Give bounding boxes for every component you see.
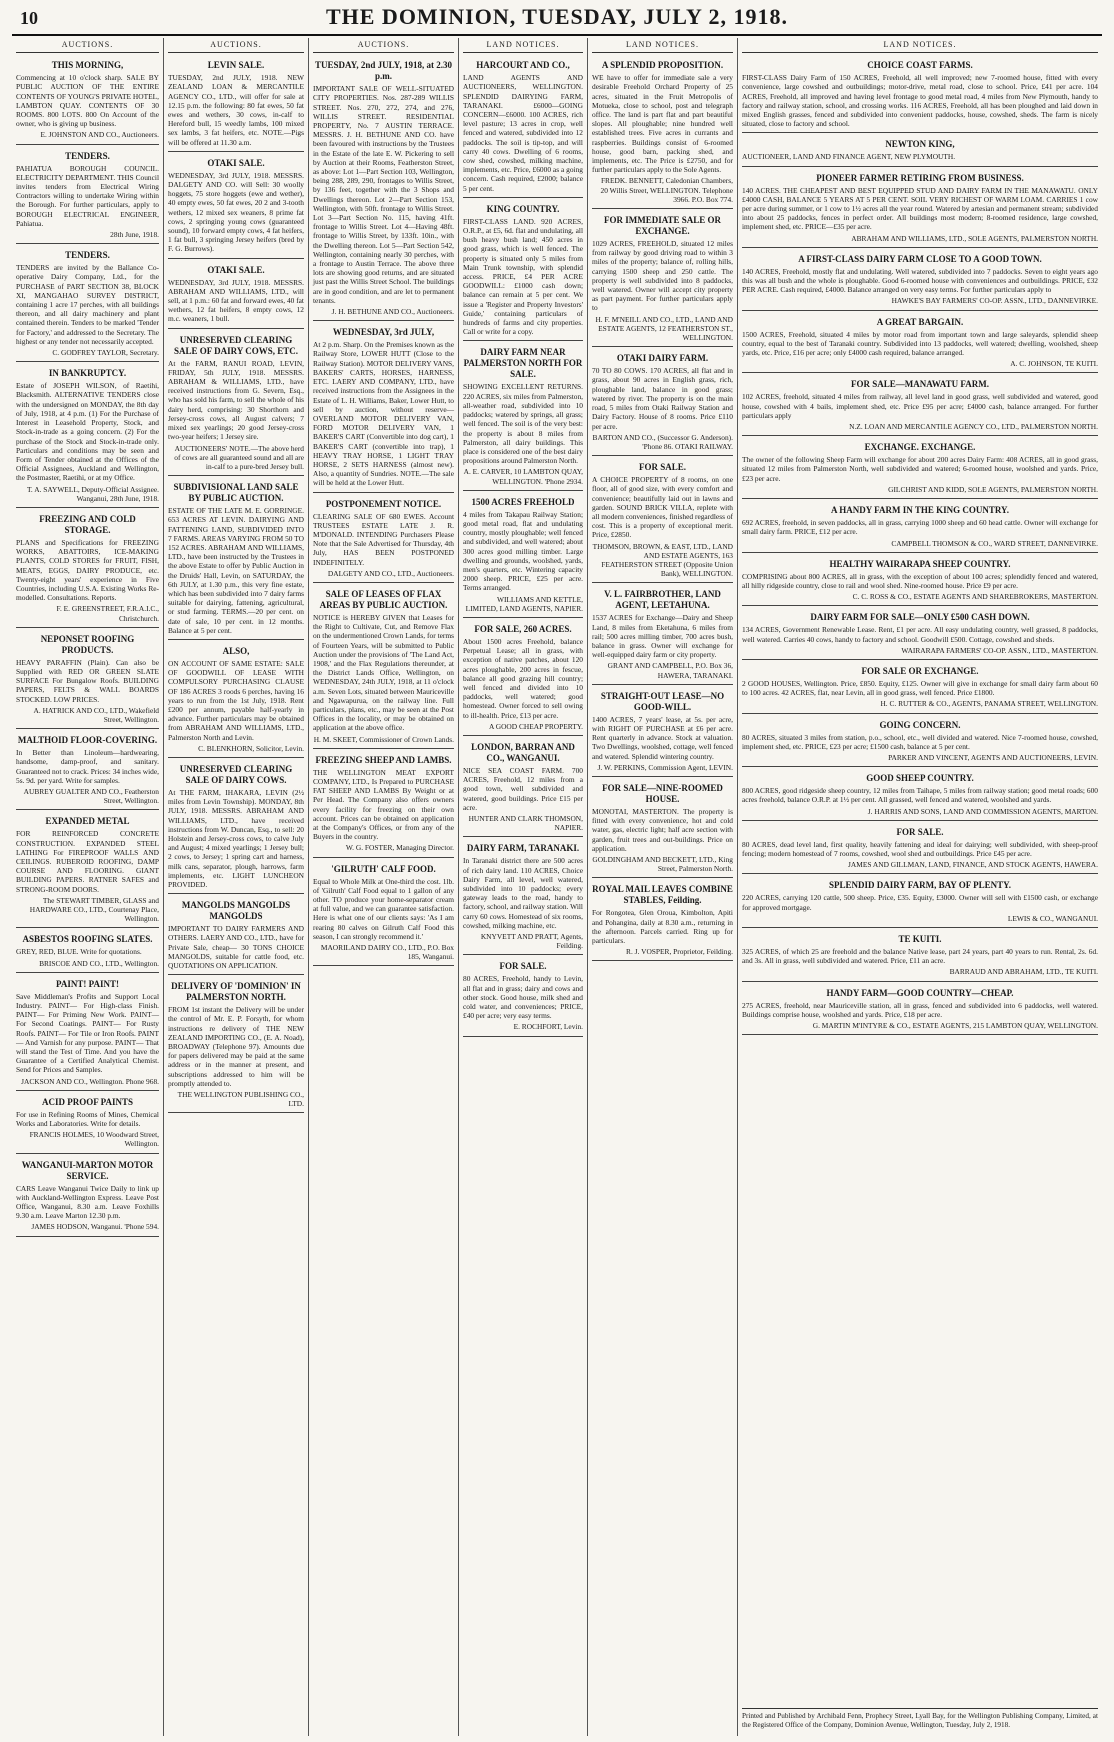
ad-body: TUESDAY, 2nd JULY, 1918. NEW ZEALAND LOAN & MERCANTILE AGENCY CO., LTD., will offer for sale at 12.15 p.m. the following: 80 fat ewes, 50 fat ewes and wethers, 30 cows, in-calf to Hereford bull, 15 weedly lambs, 100 mixed sex lambs, 3 fat heifers, etc. NOTE.—Pigs will be offered at 11.30 a.m. (168, 73, 304, 147)
advertisement (592, 880, 733, 961)
ad-body: At THE FARM, IHAKARA, LEVIN (2½ miles from Levin Township). MONDAY, 8th JULY, 1918. MESSRS. ABRAHAM AND WILLIAMS, LTD., have received instructions from W. Duncan, Esq., to sell: 20 Holstein and Jersey-cross cows, to calve July and August; 4 mixed yearlings; 1 Jersey bull; 2 cows, to Jersey; 1 spring cart and harness, milk cans, separator, plough, harrows, farm implements, etc. LIGHT LUNCHEON PROVIDED. (168, 787, 304, 890)
ad-body: TENDERS are invited by the Ballance Co-operative Dairy Company, Ltd., for the PURCHASE of PART SECTION 38, BLOCK XI, MANGAHAO SURVEY DISTRICT, containing 1 acre 17 perches, with all buildings thereon, and all dairy machinery and plant contained therein. Tenders to be marked 'Tender for Factory,' and addressed to the Secretary. The highest or any tender not necessarily accepted. (16, 263, 159, 346)
ad-title: FREEZING AND COLD STORAGE. (39, 513, 136, 535)
ad-signature: LEWIS & CO., WANGANUI. (1007, 913, 1098, 923)
ad-body: 102 ACRES, freehold, situated 4 miles from railway, all level land in good grass, well subdivided and watered, good house, cowshed with 4 bails, implement shed, etc. Price £95 per acre; £4000 cash, balance arranged. For further particulars apply (742, 392, 1098, 420)
advertisement (463, 738, 583, 837)
ad-body: NOTICE is HEREBY GIVEN that Leases for the Right to Cultivate, Cut, and Remove Flax on the undermentioned Crown Lands, for terms of Fourteen Years, will be submitted to Public Auction under the provisions of 'The Land Act, 1908,' and the Flax Regulations thereunder, at the District Lands Office, Wellington, on WEDNESDAY, 24th JULY, 1918, at 11 o'clock a.m. Seven Lots, situated between Mauriceville and Ngawapurua, on the railway line. Full particulars, plans, etc., may be seen at the Post Offices in the locality, or may be obtained on application at the above office. (313, 612, 454, 733)
ad-signature: JAMES HODSON, Wanganui. 'Phone 594. (31, 1222, 159, 1232)
ad-signature: F. E. GREENSTREET, F.R.A.I.C., Christchurch. (56, 604, 159, 623)
ad-body: 70 TO 80 COWS. 170 ACRES, all flat and in grass, about 90 acres in English grass, rich, ploughable land, balance in good grass; watered by river. The property is on the main road, 5 miles from Otaki Railway Station and Dairy Factory. House of 8 rooms. Price £110 per acre. (592, 366, 733, 431)
column-5 (588, 38, 738, 1736)
ad-title: POSTPONEMENT NOTICE. (325, 498, 442, 509)
ad-signature: E. ROCHFORT, Levin. (513, 1022, 583, 1032)
advertisement (742, 716, 1098, 768)
ad-title: ACID PROOF PAINTS (41, 1096, 133, 1107)
ad-title: ASBESTOS ROOFING SLATES. (22, 934, 153, 945)
ad-title: ALSO, (222, 645, 250, 656)
ad-body: 140 ACRES. THE CHEAPEST AND BEST EQUIPPED STUD AND DAIRY FARM IN THE MANAWATU. ONLY £4000 CASH, BALANCE 5 YEARS AT 5 PER CENT. SOIL VERY RICHEST OF WARM LOAM. CARRIES 1 cow per acre during summer, or 1 cow to 1½ acres all the year round. Watered by artesian and permanent stream; subdivided into about 25 paddocks, fences in perfect order. All buildings most modern; 8-roomed residence, large cowshed, implement shed, etc. PRICE—£35 per acre. (742, 185, 1098, 232)
ad-signature: THOMSON, BROWN, & EAST, LTD., LAND AND ESTATE AGENTS, 163 FEATHERSTON STREET (Opposite Union Bank), WELLINGTON. (592, 541, 733, 579)
ad-title: PIONEER FARMER RETIRING FROM BUSINESS. (816, 172, 1024, 183)
ad-signature: BARRAUD AND ABRAHAM, LTD., TE KUITI. (949, 967, 1098, 977)
ad-title: A HANDY FARM IN THE KING COUNTRY. (831, 505, 1009, 516)
ad-signature: G. MARTIN M'INTYRE & CO., ESTATE AGENTS, 215 LAMBTON QUAY, WELLINGTON. (812, 1020, 1098, 1030)
advertisement (463, 200, 583, 342)
ad-body: HEAVY PARAFFIN (Plain). Can also be Supplied with RED OR GREEN SLATE SURFACE For Bungalow Roofs. BUILDING PAPERS, FELTS & WALL BOARDS STOCKED. LOW PRICES. (16, 657, 159, 704)
ad-signature: C. GODFREY TAYLOR, Secretary. (52, 348, 159, 358)
advertisement (16, 930, 159, 972)
ad-body: COMPRISING about 800 ACRES, all in grass, with the exception of about 100 acres; splendidly fenced and watered, all hilly ridgeside country, close to rail and wool shed. Nine-roomed house. Price £9 per acre. (742, 571, 1098, 590)
advertisement (16, 56, 159, 144)
column-4 (459, 38, 588, 1736)
advertisement (742, 662, 1098, 714)
ad-title: GOING CONCERN. (879, 719, 961, 730)
advertisement (742, 984, 1098, 1036)
ad-title: NEPONSET ROOFING PRODUCTS. (40, 633, 135, 655)
column-header: LAND NOTICES. (592, 38, 733, 53)
ad-signature: T. A. SAYWELL, Deputy-Official Assignee. Wanganui, 28th June, 1918. (26, 484, 159, 503)
advertisement (463, 957, 583, 1036)
masthead (12, 4, 1102, 36)
ad-body: At the FARM, RANUI ROAD, LEVIN, FRIDAY, 5th JULY, 1918. MESSRS. ABRAHAM & WILLIAMS, LTD., have received instructions from G. Severn, Esq., who has sold his farm, to sell the whole of his dairy herd, comprising: 30 Shorthorn and Jersey-cross cows, all August calvers; 7 mixed sex yearlings; 20 good Jersey-cross two-year heifers; 1 Jersey sire. (168, 358, 304, 442)
ad-signature: AUCTIONEERS' NOTE.—The above herd of cows are all guaranteed sound and all are in-calf to a pure-bred Jersey bull. (174, 443, 304, 471)
advertisement (16, 510, 159, 628)
ad-title: ROYAL MAIL LEAVES COMBINE STABLES, Feilding. (592, 884, 733, 906)
ad-body: PAHIATUA BOROUGH COUNCIL. ELECTRICITY DEPARTMENT. THIS Council invites tenders from Electrical Wiring Contractors willing to undertake Wiring within the Borough. For further particulars, apply to BOROUGH ELECTRICAL ENGINEER, Pahiatua. (16, 163, 159, 228)
ad-signature: J. W. PERKINS, Commission Agent, LEVIN. (597, 762, 733, 772)
advertisement (313, 585, 454, 749)
ad-title: A FIRST-CLASS DAIRY FARM CLOSE TO A GOOD TOWN. (798, 253, 1042, 264)
ad-title: WANGANUI-MARTON MOTOR SERVICE. (21, 1159, 154, 1181)
ad-title: FOR SALE. (638, 462, 686, 473)
ad-body: For use in Refining Rooms of Mines, Chemical Works and Laboratories. Write for details. (16, 1109, 159, 1129)
ad-signature: DALGETY AND CO., LTD., Auctioneers. (327, 568, 454, 578)
advertisement (16, 147, 159, 245)
advertisement (592, 779, 733, 878)
ad-body: 325 ACRES, of which 25 are freehold and the balance Native lease, part 24 years, part 40 years to run. Rental, 2s. 6d. and 3s. All in grass, well subdivided and watered. Price, £11 an acre. (742, 946, 1098, 966)
column-header: LAND NOTICES. (463, 38, 583, 53)
ad-signature: HAWKE'S BAY FARMERS' CO-OP. ASSN., LTD., DANNEVIRKE. (891, 296, 1098, 306)
ad-title: TE KUITI. (898, 933, 942, 944)
ad-signature: PARKER AND VINCENT, AGENTS AND AUCTIONEERS, LEVIN. (888, 752, 1098, 762)
ad-body: The owner of the following Sheep Farm will exchange for about 200 acres Dairy Farm: 408 ACRES, all in good grass, situated 12 miles from Palmerston North, well subdivided and watered; 6-roomed house, woolshed and yards. Price, £23 per acre. (742, 455, 1098, 483)
ad-signature: H. C. RUTTER & CO., AGENTS, PANAMA STREET, WELLINGTON. (880, 699, 1098, 709)
advertisement (168, 261, 304, 329)
ad-title: FOR SALE, 260 ACRES. (474, 623, 572, 634)
ad-title: 'GILRUTH' CALF FOOD. (331, 863, 436, 874)
ad-body: 1500 ACRES, Freehold, situated 4 miles by motor road from important town and large saleyards, splendid sheep country, equal to the best of Taranaki country. Subdivided into 13 paddocks, well watered; dwelling, woolshed, sheep yards, etc. Price, £16 per acre; only £4000 cash required, balance arranged. (742, 329, 1098, 358)
ad-signature: J. H. BETHUNE AND CO., Auctioneers. (331, 307, 454, 317)
ad-body: In Better than Linoleum—hardwearing, handsome, damp-proof, and sanitary. Guaranteed not to crack. Prices: 34 inches wide, 5s. 9d. per yard. Write for samples. (16, 748, 159, 785)
ad-title: LONDON, BARRAN AND CO., WANGANUI. (471, 741, 575, 763)
advertisement (16, 246, 159, 362)
advertisement (742, 135, 1098, 166)
advertisement (168, 896, 304, 975)
ad-body: AUCTIONEER, LAND AND FINANCE AGENT, NEW PLYMOUTH. (742, 152, 956, 162)
ad-title: MANGOLDS MANGOLDS MANGOLDS (181, 900, 291, 922)
advertisement (16, 1093, 159, 1154)
advertisement (742, 555, 1098, 607)
page-number: 10 (20, 8, 38, 28)
ad-title: GOOD SHEEP COUNTRY. (866, 773, 974, 784)
column-header: AUCTIONS. (16, 38, 159, 53)
ad-signature: BARTON AND CO., (Successor G. Anderson). 'Phone 86. OTAKI RAILWAY. (592, 432, 733, 451)
column-6 (738, 38, 1102, 1736)
advertisement (168, 977, 304, 1113)
ad-title: FOR SALE OR EXCHANGE. (861, 665, 979, 676)
ad-signature: JAMES AND GILLMAN, LAND, FINANCE, AND STOCK AGENTS, HAWERA. (848, 860, 1098, 870)
ad-body: 140 ACRES, Freehold, mostly flat and undulating. Well watered, subdivided into 7 paddocks. Seven to eight years ago this was all bush and the whole is ploughable. Good 6-roomed house with conveniences and outbuildings. PRICE, £32 PER ACRE. Cash required, £4000. Balance arranged on very easy terms. For further particulars apply to (742, 266, 1098, 295)
newspaper-title: THE DOMINION, TUESDAY, JULY 2, 1918. (325, 4, 789, 29)
ad-title: FOR SALE—NINE-ROOMED HOUSE. (602, 782, 723, 804)
advertisement (742, 823, 1098, 875)
advertisement (592, 458, 733, 583)
ad-title: FOR SALE—MANAWATU FARM. (851, 379, 989, 390)
ad-body: FOR REINFORCED CONCRETE CONSTRUCTION. EXPANDED STEEL LATHING For FIREPROOF WALLS AND CEILINGS. RUBEROID ROOFING, DAMP COURSE AND FLOORING. GIANT BUILDING PAPERS. RATNER SAFES and STRONG-ROOM DOORS. (16, 829, 159, 894)
ad-title: HANDY FARM—GOOD COUNTRY—CHEAP. (826, 987, 1014, 998)
ad-title: TUESDAY, 2nd JULY, 1918, at 2.30 p.m. (315, 60, 452, 82)
advertisement (463, 493, 583, 618)
ad-title: LEVIN SALE. (207, 60, 265, 71)
ad-body: 2 GOOD HOUSES, Wellington. Price, £850. Equity, £125. Owner will give in exchange for small dairy farm about 60 to 100 acres. 42 ACRES, flat, near Levin, all in good grass, well fenced. Price £1800. (742, 678, 1098, 698)
ad-title: EXPANDED METAL (45, 816, 130, 827)
advertisement (592, 585, 733, 684)
ad-body: Equal to Whole Milk at One-third the cost. 1lb. of 'Gilruth' Calf Food equal to 1 gallon of any other. TO produce your home-separator cream at full value, and we can guarantee satisfaction. Here is what one of our clients says: 'As I am rearing 80 calves on Gilruth Calf Food this season, I can strongly recommend it.' (313, 876, 454, 941)
ad-signature: CAMPBELL THOMSON & CO., WARD STREET, DANNEVIRKE. (891, 538, 1098, 548)
advertisement (742, 250, 1098, 311)
ad-signature: 28th June, 1918. (110, 230, 159, 240)
ad-title: FOR IMMEDIATE SALE OR EXCHANGE. (603, 215, 722, 237)
column-header: AUCTIONS. (168, 38, 304, 53)
ad-title: DELIVERY OF 'DOMINION' IN PALMERSTON NORTH. (171, 981, 301, 1003)
ad-signature: C. C. ROSS & CO., ESTATE AGENTS AND SHAREBROKERS, MASTERTON. (852, 592, 1098, 602)
ad-body: 80 ACRES, dead level land, first quality, heavily fattening and ideal for dairying; well subdivided, with sheep-proof fencing; modern homestead of 7 rooms, cowshed, wool shed and outbuildings. Price £45 per acre. (742, 839, 1098, 858)
advertisement (16, 812, 159, 928)
column-2 (164, 38, 309, 1736)
advertisement (742, 876, 1098, 928)
ad-signature: W. G. FOSTER, Managing Director. (345, 843, 454, 853)
advertisement (168, 331, 304, 476)
ad-title: FOR SALE. (499, 961, 547, 972)
column-header: AUCTIONS. (313, 38, 454, 53)
ad-body: 134 ACRES, Government Renewable Lease. Rent, £1 per acre. All easy undulating country, well grassed, 8 paddocks, well watered. Carries 40 cows, handy to factory and school. Goodwill £500. Cottage, cowshed and sheds. (742, 625, 1098, 644)
ad-signature: A. C. JOHNSON, TE KUITI. (1010, 359, 1098, 369)
ad-body: SHOWING EXCELLENT RETURNS. 220 ACRES, six miles from Palmerston, all-weather road, subdivided into 10 paddocks; watered by springs, all grass; well fenced. The soil is of the very best: the property is about 8 miles from Palmerston, all dairy buildings. This place is considered one of the best dairy propositions around Palmerston North. (463, 382, 583, 466)
ad-body: FROM 1st instant the Delivery will be under the control of Mr. E. P. Forsyth, for whom instructions re delivery of THE NEW ZEALAND IMPORTING CO., (E. A. Noad), BROADWAY (Telephone 97). Amounts due for papers delivered may be paid at the same address or in the manner at present, and subscriptions addressed to him will be promptly attended to. (168, 1005, 304, 1088)
ad-title: WEDNESDAY, 3rd JULY, (332, 327, 435, 338)
ad-signature: H. F. M'NEILL AND CO., LTD., LAND AND ESTATE AGENTS, 12 FEATHERSTON ST., WELLINGTON. (595, 314, 733, 343)
ad-body: CLEARING SALE OF 680 EWES. Account TRUSTEES ESTATE LATE J. R. M'DONALD. INTENDING Purchasers Please Note that the Sale Advertised for Thursday, 4th July, HAS BEEN POSTPONED INDEFINITELY. (313, 511, 454, 567)
ad-title: DAIRY FARM FOR SALE—ONLY £500 CASH DOWN. (810, 612, 1030, 623)
ad-title: CHOICE COAST FARMS. (867, 60, 973, 71)
column-header: LAND NOTICES. (742, 38, 1098, 53)
advertisement (463, 343, 583, 490)
ad-body: ESTATE OF THE LATE M. E. GORRINGE. 653 ACRES AT LEVIN. DAIRYING AND FATTENING LAND, SUBDIVIDED INTO 7 FARMS. AREAS VARYING FROM 50 TO 152 ACRES. ABRAHAM AND WILLIAMS, LTD., have been instructed by the Trustees in the above Estate to offer by Public Auction in the Druids' Hall, Levin, on SATURDAY, the 6th JULY, at 1.30 p.m., this very fine estate, which has been subdivided into 7 dairy farms suitable for dairying, fattening, agricultural, or stud farming. TERMS.—20 per cent. on date of sale, 10 per cent. in 12 months. Balance at 5 per cent. (168, 506, 304, 635)
ad-signature: MAORILAND DAIRY CO., LTD., P.O. Box 185, Wanganui. (320, 943, 454, 962)
ad-title: UNRESERVED CLEARING SALE OF DAIRY COWS, ETC. (173, 334, 299, 356)
advertisement (742, 56, 1098, 133)
ad-signature: FREDK. BENNETT, Caledonian Chambers, 20 Willis Street, WELLINGTON. Telephone 3966. P.O. Box 774. (600, 176, 733, 204)
ad-body: NICE SEA COAST FARM. 700 ACRES, Freehold, 12 miles from a good town, well subdivided and watered, good buildings. Price £15 per acre. (463, 765, 583, 812)
ad-body: THE WELLINGTON MEAT EXPORT COMPANY, LTD., Is Prepared to PURCHASE FAT SHEEP AND LAMBS By Weight or at Per Head. The Company also offers owners every facility for freezing on their own account. Prices can be obtained on application at the Company's Offices, or from any of the Buyers in the country. (313, 767, 454, 842)
ad-title: DAIRY FARM NEAR PALMERSTON NORTH FOR SALE. (463, 347, 583, 380)
advertisement (742, 375, 1098, 436)
ad-title: A GREAT BARGAIN. (876, 316, 964, 327)
ad-signature: HUNTER AND CLARK THOMSON, NAPIER. (468, 814, 583, 833)
ad-title: DAIRY FARM, TARANAKI. (466, 843, 580, 854)
ad-title: SUBDIVISIONAL LAND SALE BY PUBLIC AUCTION. (173, 482, 299, 504)
ad-signature: The STEWART TIMBER, GLASS and HARDWARE CO., LTD., Courtenay Place, Wellington. (29, 895, 159, 924)
ad-title: SALE OF LEASES OF FLAX AREAS BY PUBLIC AUCTION. (319, 588, 448, 610)
ad-signature: WAIRARAPA FARMERS' CO-OP. ASSN., LTD., MASTERTON. (901, 645, 1098, 655)
advertisement (742, 169, 1098, 248)
ad-title: HARCOURT AND CO., (476, 60, 570, 71)
ad-signature: N.Z. LOAN AND MERCANTILE AGENCY CO., LTD., PALMERSTON NORTH. (849, 422, 1098, 432)
advertisement (742, 313, 1098, 374)
ad-body: Commencing at 10 o'clock sharp. SALE BY PUBLIC AUCTION OF THE ENTIRE CONTENTS OF YOUNG'S PRIVATE HOTEL, LAMBTON QUAY. CONTENTS OF 30 ROOMS. 800 LOTS. 800 On Account of the owner, who is giving up business. (16, 73, 159, 129)
advertisement (16, 630, 159, 729)
advertisement (463, 839, 583, 955)
ad-title: OTAKI SALE. (207, 264, 265, 275)
ad-body: FIRST-CLASS Dairy Farm of 150 ACRES, Freehold, all well improved; new 7-roomed house, fitted with every convenience, large cowshed and outbuildings; motor-drive, metal road, close to school. Price, £41 per acre. 104 ACRES, Freehold, all improved and having level frontage to good metal road, 4 miles from New Plymouth, handy to factory and railway station, school, and crossing works. 116 ACRES, Freehold, all has been ploughed and laid down in mixed English grasses, fenced and subdivided into convenient paddocks, house, cowshed, sheds. The farm is nicely situated, close to factory and school. (742, 73, 1098, 129)
ad-signature: GOLDINGHAM AND BECKETT, LTD., King Street, Palmerston North. (592, 855, 733, 874)
ad-title: IN BANKRUPTCY. (48, 368, 127, 379)
advertisement (313, 323, 454, 492)
advertisement (168, 154, 304, 259)
ad-signature: ABRAHAM AND WILLIAMS, LTD., SOLE AGENTS, PALMERSTON NORTH. (851, 233, 1098, 243)
ad-body: WEDNESDAY, 3rd JULY, 1918. MESSRS. ABRAHAM AND WILLIAMS, LTD., will sell, at 1 p.m.: 60 fat and forward ewes, 40 fat wethers, 12 fat heifers, 8 empty cows, 12 m.c. weaners, 1 bull. (168, 277, 304, 324)
ad-body: About 1500 acres Freehold, balance Perpetual Lease; all in grass, with exception of native patches, about 120 acres ploughable, 200 acres in fescue, balance all good grazing hill country; well fenced and divided into 10 paddocks, well watered; good homestead. Owner forced to sell owing to ill-health. Price, £13 per acre. (463, 636, 583, 720)
advertisement (16, 975, 159, 1091)
advertisement (16, 364, 159, 508)
ad-signature: A. HATRICK AND CO., LTD., Wakefield Street, Wellington. (33, 705, 159, 724)
ad-body: 220 ACRES, carrying 120 cattle, 500 sheep. Price, £35. Equity, £3000. Owner will sell with £1500 cash, or exchange for approved mortgage. (742, 893, 1098, 912)
ad-signature: R. J. VOSPER, Proprietor, Feilding. (626, 947, 733, 957)
ad-title: FREEZING SHEEP AND LAMBS. (315, 754, 452, 765)
advertisement (168, 760, 304, 894)
ad-signature: JACKSON AND CO., Wellington. Phone 968. (21, 1076, 159, 1086)
ad-body: At 2 p.m. Sharp. On the Premises known as the Railway Store, LOWER HUTT (Close to the Railway Station). MOTOR DELIVERY VANS, BAKERS' CARTS, HORSES, HARNESS, ETC. LAERY AND COMPANY, LTD., have received instructions from the Assignees in the Estate of L. H. Williams, Baker, Lower Hutt, to sell by auction, without reserve— OVERLAND MOTOR DELIVERY VAN, FORD MOTOR DELIVERY VAN, 1 BAKER'S CART (Convertible into dog cart), 1 BAKER'S CART (convertible into trap), 1 HEAVY TRAY HORSE, 1 LIGHT TRAY HORSE, 2 SETS HARNESS (almost new). Also, a quantity of Sundries. NOTE.—The sale will be held at the Lower Hutt. (313, 340, 454, 488)
ad-title: THIS MORNING, (51, 60, 124, 71)
ad-body: GREY, RED, BLUE. Write for quotations. (16, 947, 142, 957)
advertisement (592, 56, 733, 209)
ad-body: WE have to offer for immediate sale a very desirable Freehold Orchard Property of 25 acres, situated in the Fruit Metropolis of Motueka, close to school, post and telegraph office. The land is part flat and part beautiful slopes. All ploughable; nine hundred well established trees. Five acres in currants and raspberries. Buildings consist of 6-roomed house, good barn, packing shed, and implements, etc. The Price is £2750, and for further particulars apply to the Sole Agents. (592, 73, 733, 175)
ad-title: V. L. FAIRBROTHER, LAND AGENT, LEETAHUNA. (604, 589, 721, 611)
ad-body: 1537 ACRES for Exchange—Dairy and Sheep Land, 8 miles from Eketahuna, 6 miles from rail; 500 acres milling timber, 700 acres bush, balance in grass. Owner will exchange for well-equipped dairy farm or city property. (592, 613, 733, 660)
ad-body: 800 ACRES, good ridgeside sheep country, 12 miles from Taihape, 5 miles from railway station; good metal roads; 600 acres freehold, balance O.R.P. at 1½ per cent. All grassed, well fenced and watered, woolshed and yards. (742, 786, 1098, 805)
ad-body: 275 ACRES, freehold, near Mauriceville station, all in grass, fenced and subdivided into 6 paddocks, well watered. Buildings comprise house, woolshed and yards. Price, £18 per acre. (742, 1000, 1098, 1019)
ad-body: FIRST-CLASS LAND. 920 ACRES, O.R.P., at £5, 6d. flat and undulating, all bush heavy bush land; 450 acres in good grass, which is well fenced. The property is situated only 5 miles from Main Trunk township, with splendid access. PRICE, £4 PER ACRE GOODWILL: £1000 cash down; balance can remain at 5 per cent. We issue a 'Register and Property Investors' Guide,' containing particulars of hundreds of farms and city properties. Call or write for a copy. (463, 216, 583, 337)
advertisement (313, 860, 454, 967)
advertisement (742, 438, 1098, 499)
ad-title: A SPLENDID PROPOSITION. (601, 60, 724, 71)
advertisement (313, 751, 454, 858)
ad-title: EXCHANGE. EXCHANGE. (864, 442, 976, 453)
advertisement (168, 642, 304, 758)
ad-title: OTAKI SALE. (207, 157, 265, 168)
ad-title: HEALTHY WAIRARAPA SHEEP COUNTRY. (829, 558, 1011, 569)
advertisement (16, 1156, 159, 1237)
ad-body: Save Middleman's Profits and Support Local Industry. PAINT— For High-class Finish. PAINT— For Priming New Work. PAINT— For Second Coatings. PAINT— For Rusty Roofs. PAINT— For Tile or Iron Roofs. PAINT— And Varnish for any purpose. PAINT— That will stand the Test of Time. And you have the Guarantee of a Certified Analytical Chemist. Send for Prices and Samples. (16, 991, 159, 1075)
printer-imprint: Printed and Published by Archibald Fenn, Prophecy Street, Lyall Bay, for the Wellington Publishing Company, Limited, at the Registered Office of the Company, Dominion Avenue, Wellington, Tuesday, July 2, 1918. (742, 1708, 1098, 1730)
ad-signature: C. BLENKHORN, Solicitor, Levin. (198, 743, 304, 753)
ad-body: WEDNESDAY, 3rd JULY, 1918. MESSRS. DALGETY AND CO. will Sell: 30 woolly hoggets, 75 store hoggets (ewe and wether), 40 empty ewes, 50 fat ewes, 20 2 and 3-tooth wethers, 12 mixed sex weaners, 8 prime fat cows, 2 springing young cows (guaranteed sound), 10 forward empty cows, 4 fat heifers, 1 fat bull, 3 springing Jersey heifers (bred by F. G. Burrows). (168, 170, 304, 254)
ad-title: 1500 ACRES FREEHOLD (471, 496, 575, 507)
ad-signature: E. JOHNSTON AND CO., Auctioneers. (40, 130, 159, 140)
advertisement (592, 687, 733, 777)
ad-signature: BRISCOE AND CO., LTD., Wellington. (39, 958, 159, 968)
advertisement (313, 56, 454, 321)
advertisement (16, 731, 159, 810)
ad-title: KING COUNTRY. (486, 203, 560, 214)
ad-body: In Taranaki district there are 500 acres of rich dairy land. 110 ACRES, Choice Dairy Farm, all level, well watered, subdivided into 10 paddocks; every gateway leads to the road, handy to factory, school, and railway station. Will carry 60 cows. Homestead of six rooms, cowshed, milking machine, etc. (463, 856, 583, 930)
ad-signature: H. M. SKEET, Commissioner of Crown Lands. (313, 734, 454, 744)
ad-signature: GILCHRIST AND KIDD, SOLE AGENTS, PALMERSTON NORTH. (888, 484, 1098, 494)
ad-title: FOR SALE. (896, 826, 944, 837)
ad-body: MONOTAI, MASTERTON. The property is fitted with every convenience, hot and cold water, gas, electric light; half acre section with garden, fruit trees and out-buildings. Price on application. (592, 806, 733, 853)
ad-title: SPLENDID DAIRY FARM, BAY OF PLENTY. (828, 880, 1012, 891)
ad-signature: KNYVETT AND PRATT, Agents, Feilding. (480, 932, 583, 951)
ad-signature: GRANT AND CAMPBELL, P.O. Box 36, HAWERA, TARANAKI. (607, 661, 733, 680)
ad-body: IMPORTANT TO DAIRY FARMERS AND OTHERS. LAERY AND CO., LTD., have for Private Sale, cheap— 30 TONS CHOICE MANGOLDS, suitable for cattle food, etc. QUOTATIONS ON APPLICATION. (168, 924, 304, 971)
ad-title: PAINT! PAINT! (56, 978, 119, 989)
ad-body: 80 ACRES, Freehold, handy to Levin, all flat and in grass; dairy and cows and other stock. Good house, milk shed and cold water, and conveniences; PRICE, £40 per acre; very easy terms. (463, 974, 583, 1021)
advertisement (742, 501, 1098, 553)
ad-signature: A GOOD CHEAP PROPERTY. (488, 721, 583, 731)
ad-body: 4 miles from Takapau Railway Station; good metal road, flat and undulating country, mostly ploughable; well fenced and subdivided, and well watered; about 300 acres good milling timber. Large dwelling and grounds, woolshed, yards, men's quarters, etc. Wintering capacity 2000 sheep. PRICE, £25 per acre. Terms arranged. (463, 509, 583, 593)
ad-signature: J. HARRIS AND SONS, LAND AND COMMISSION AGENTS, MARTON. (867, 806, 1098, 816)
ad-signature: A. E. CARVER, 10 LAMBTON QUAY, WELLINGTON. 'Phone 2934. (463, 467, 583, 486)
ad-title: STRAIGHT-OUT LEASE—NO GOOD-WILL. (600, 690, 725, 712)
ad-body: ON ACCOUNT OF SAME ESTATE: SALE OF GOODWILL OF LEASE WITH COMPULSORY PURCHASING CLAUSE OF 186 ACRES 3 roods 6 perches, having 16 years to run from the 1st July, 1918. Rent £200 per annum, payable half-yearly in advance. Further particulars may be obtained from ABRAHAM AND WILLIAMS, LTD., Palmerston North and Levin. (168, 658, 304, 742)
ad-body: IMPORTANT SALE OF WELL-SITUATED CITY PROPERTIES. Nos. 287-289 WILLIS STREET. Nos. 270, 272, 274, and 276, WILLIS STREET. RESIDENTIAL PROPERTY, No. 7 AUSTIN TERRACE. MESSRS. J. H. BETHUNE AND CO. have been favoured with instructions by the Trustees in the Estate of the late E. W. Pickering to sell by Auction at their Rooms, Featherston Street, as above: Lot 1—Part Section 103, Wellington, being 288, 289, 290, frontages to Willis Street, by 136 feet, together with the 3 Shops and Dwellings thereon. Lot 2—Part Section 153, Wellington, with 50ft. frontage to Willis Street. Lot 3—Part Section No. 115, having 41ft. frontage to Willis Street. Lot 4—Having 48ft. frontage to Willis Street, by 133ft. 10in., with the Dwelling thereon. Lot 5—Part Section 542, Wellington, containing nearly 30 perches, with a frontage to Austin Terrace. The above three lots are showing good returns, and are situated just past the Willis Street School. The buildings are in good condition, and are let to permanent tenants. (313, 84, 454, 305)
column-3 (309, 38, 459, 1736)
ad-body: Estate of JOSEPH WILSON, of Raetihi, Blacksmith. ALTERNATIVE TENDERS close with the undersigned on MONDAY, the 8th day of July, 1918, at 4 p.m. (1) For the Purchase of Interest in Leasehold Property, Stock, and Stock-in-trade as a going concern. (2) For the purchase of the Stock and Stock-in-trade only. Particulars and conditions may be seen and Form of Tender obtained at the Offices of the Official Assignees, Auckland and Wellington, the Postmaster, Raetihi, or at my Office. (16, 381, 159, 483)
ad-body: 1400 ACRES, 7 years' lease, at 5s. per acre, with RIGHT OF PURCHASE at £6 per acre. Rent quarterly in advance. Stock at valuation. Two Dwellings, woolshed, cottage, well fenced and watered. Splendid wintering country. (592, 714, 733, 761)
ad-title: NEWTON KING, (885, 139, 955, 150)
ad-signature: AUBREY GUALTER AND CO., Featherston Street, Wellington. (23, 786, 159, 806)
ad-body: For Rongotea, Glen Oroua, Kimbolton, Apiti and Pohangina, daily at 8.30 a.m., returning in the afternoon. Parcels carried. Ring up for particulars. (592, 908, 733, 946)
ad-body: 1029 ACRES, FREEHOLD, situated 12 miles from railway by good driving road to within 3 miles of the property; balance of, rolling hills, carrying 1500 sheep and 250 cattle. The property is well subdivided into 8 paddocks, well watered. Owner will accept city property as part payment. For further particulars apply to (592, 239, 733, 313)
ad-title: MALTHOID FLOOR-COVERING. (17, 735, 158, 746)
advertisement (742, 930, 1098, 982)
advertisement (592, 349, 733, 456)
ad-signature: WILLIAMS AND KETTLE, LIMITED, LAND AGENTS, NAPIER. (465, 594, 583, 613)
advertisement (313, 495, 454, 583)
ad-title: UNRESERVED CLEARING SALE OF DAIRY COWS. (179, 763, 293, 785)
ad-body: CARS Leave Wanganui Twice Daily to link up with Auckland-Wellington Express. Leave Post Office, Wanganui, 8.30 a.m. Leave Foxhills 9.30 a.m. Leave Marton 12.30 p.m. (16, 1183, 159, 1221)
column-1 (12, 38, 164, 1736)
ad-body: 80 ACRES, situated 3 miles from station, p.o., school, etc., well divided and watered. Nice 7-roomed house, cowshed, implement shed, etc. PRICE, £23 per acre; £1500 cash, balance at 5 per cent. (742, 732, 1098, 751)
ad-body: LAND AGENTS AND AUCTIONEERS, WELLINGTON. SPLENDID DAIRYING FARM, TARANAKI. £6000—GOING CONCERN—£6000. 100 ACRES, rich level pasture; 13 acres in crop, well fenced and watered, subdivided into 12 paddocks. The soil is tip-top, and will carry 40 cows. Dwelling of 6 rooms, cow shed, cowshed, milking machine, implements, etc. Price, £6000 as a going concern. Cash required, £2000; balance 5 per cent. (463, 73, 583, 193)
ad-signature: FRANCIS HOLMES, 10 Woodward Street, Wellington. (29, 1130, 159, 1149)
advertisement (463, 620, 583, 736)
ad-body: A CHOICE PROPERTY of 8 rooms, on one floor, all of good size, with every comfort and convenience; beautifully laid out in lawns and garden. SOUND BRICK VILLA, replete with all modern conveniences, finished regardless of cost. This is a property of exceptional merit. Price, £2850. (592, 475, 733, 540)
advertisement (168, 478, 304, 640)
ad-signature: THE WELLINGTON PUBLISHING CO., LTD. (177, 1090, 304, 1109)
ad-body: PLANS and Specifications for FREEZING WORKS, ABATTOIRS, ICE-MAKING PLANTS, COLD STORES for FRUIT, FISH, MEATS, EGGS, DAIRY PRODUCE, etc. Twenty-eight years' experience in Five Countries, including U.S.A. Existing Works Re-modelled. Consultations. Reports. (16, 537, 159, 603)
advertisement (742, 769, 1098, 821)
advertisement (168, 56, 304, 152)
advertisement (463, 56, 583, 198)
advertisement (742, 608, 1098, 660)
advertisement (592, 211, 733, 347)
ad-title: TENDERS. (65, 250, 110, 261)
ad-title: TENDERS. (65, 150, 110, 161)
ad-title: OTAKI DAIRY FARM. (616, 353, 709, 364)
ad-body: 692 ACRES, freehold, in seven paddocks, all in grass, carrying 1000 sheep and 60 head cattle. Owner will exchange for small dairy farm. PRICE, £12 per acre. (742, 518, 1098, 537)
